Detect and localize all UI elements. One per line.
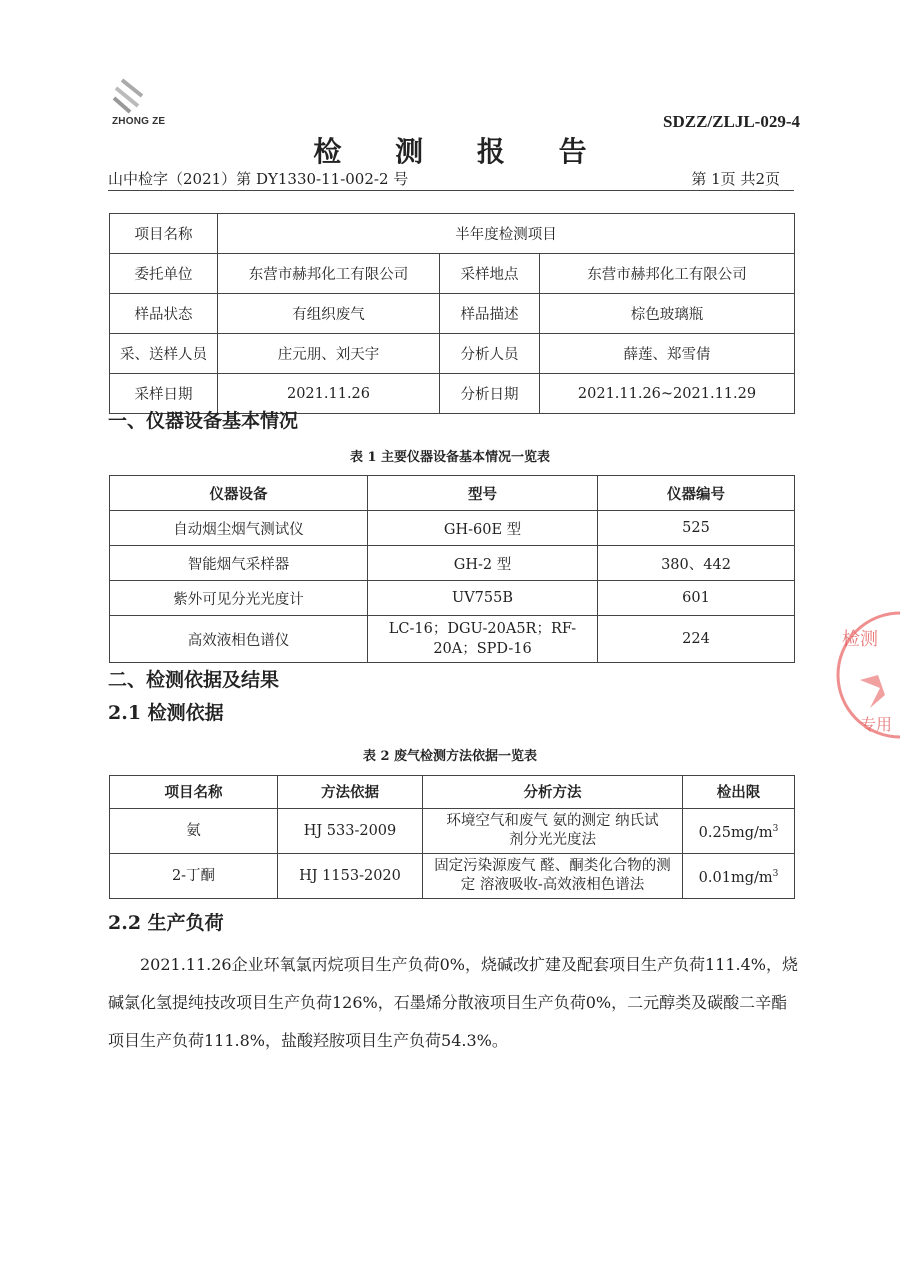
cell: 紫外可见分光光度计 [110,581,368,616]
value-cell: 2021.11.26 [218,374,440,414]
column-header: 仪器编号 [598,476,795,511]
document-code: SDZZ/ZLJL-029-4 [663,112,800,131]
production-load-paragraph: 2021.11.26企业环氧氯丙烷项目生产负荷0%，烧碱改扩建及配套项目生产负荷111.4%，烧碱氯化氢提纯技改项目生产负荷126%，石墨烯分散液项目生产负荷0%，二元醇类及碳酸二辛酯项目生产负荷111.8%，盐酸羟胺项目生产负荷54.3%。 [108,955,799,1050]
subsection-2-2-heading: 2.2 生产负荷 [108,912,224,934]
column-header: 型号 [368,476,598,511]
company-logo [108,76,168,132]
table-row [110,546,795,581]
column-header: 项目名称 [110,776,278,809]
label-cell: 采、送样人员 [110,334,218,374]
stamp-icon [830,600,900,750]
table-row [110,334,795,374]
cell: UV755B [368,581,598,616]
cell [683,809,795,854]
svg-text:专用: 专用 [860,715,893,734]
svg-text:检测: 检测 [842,629,878,650]
cell: 224 [598,616,795,663]
cell: HJ 533-2009 [278,809,423,854]
cell: HJ 1153-2020 [278,854,423,899]
table-header [110,776,795,809]
cell: 氨 [110,809,278,854]
table2-caption: 表 2 废气检测方法依据一览表 [362,749,538,764]
cell: GH-2 型 [368,546,598,581]
cell: 2-丁酮 [110,854,278,899]
unit-exponent: 3 [772,868,779,879]
page-title: 检 测 报 告 [313,135,609,168]
label-cell: 委托单位 [110,254,218,294]
label-cell: 采样日期 [110,374,218,414]
cell: 固定污染源废气 醛、酮类化合物的测定 溶液吸收-高效液相色谱法 [423,854,683,899]
label-cell: 分析日期 [440,374,540,414]
column-header: 方法依据 [278,776,423,809]
cell [683,854,795,899]
value-cell: 东营市赫邦化工有限公司 [218,254,440,294]
section1-heading: 一、仪器设备基本情况 [108,410,299,432]
instrument-table [109,475,795,663]
report-number: 山中检字（2021）第 DY1330-11-002-2 号 [108,170,409,188]
table-row [110,214,795,254]
table-row [110,294,795,334]
label-cell: 项目名称 [110,214,218,254]
value-cell: 庄元朋、刘天宇 [218,334,440,374]
cell: 智能烟气采样器 [110,546,368,581]
cell: 380、442 [598,546,795,581]
cell: LC-16；DGU-20A5R；RF-20A；SPD-16 [368,616,598,663]
table-row [110,254,795,294]
label-cell: 采样地点 [440,254,540,294]
cell: 环境空气和废气 氨的测定 纳氏试剂分光光度法 [423,809,683,854]
value-cell: 棕色玻璃瓶 [540,294,795,334]
method-table [109,775,795,899]
cell: 601 [598,581,795,616]
table-row [110,581,795,616]
logo-stripes-icon [108,76,148,116]
label-cell: 样品描述 [440,294,540,334]
table-header [110,476,795,511]
value-cell: 东营市赫邦化工有限公司 [540,254,795,294]
subsection-2-1-heading: 2.1 检测依据 [108,702,224,724]
value-cell: 半年度检测项目 [218,214,795,254]
official-stamp [830,600,900,750]
value-cell: 2021.11.26~2021.11.29 [540,374,795,414]
label-cell: 样品状态 [110,294,218,334]
table-row [110,854,795,899]
page-info: 第 1页 共2页 [691,170,780,188]
cell: GH-60E 型 [368,511,598,546]
limit-value: 0.01mg/m [698,869,773,886]
cell: 525 [598,511,795,546]
value-cell: 薛莲、郑雪倩 [540,334,795,374]
report-subheader [108,166,794,191]
column-header: 检出限 [683,776,795,809]
section2-heading: 二、检测依据及结果 [108,669,280,691]
column-header: 仪器设备 [110,476,368,511]
unit-exponent: 3 [772,823,779,834]
table-row [110,511,795,546]
column-header: 分析方法 [423,776,683,809]
logo-text: ZHONG ZE [112,116,166,127]
value-cell: 有组织废气 [218,294,440,334]
label-cell: 分析人员 [440,334,540,374]
cell: 自动烟尘烟气测试仪 [110,511,368,546]
table1-caption: 表 1 主要仪器设备基本情况一览表 [349,450,551,465]
table-row [110,809,795,854]
limit-value: 0.25mg/m [698,824,773,841]
cell: 高效液相色谱仪 [110,616,368,663]
table-row [110,616,795,663]
info-table [109,213,795,414]
